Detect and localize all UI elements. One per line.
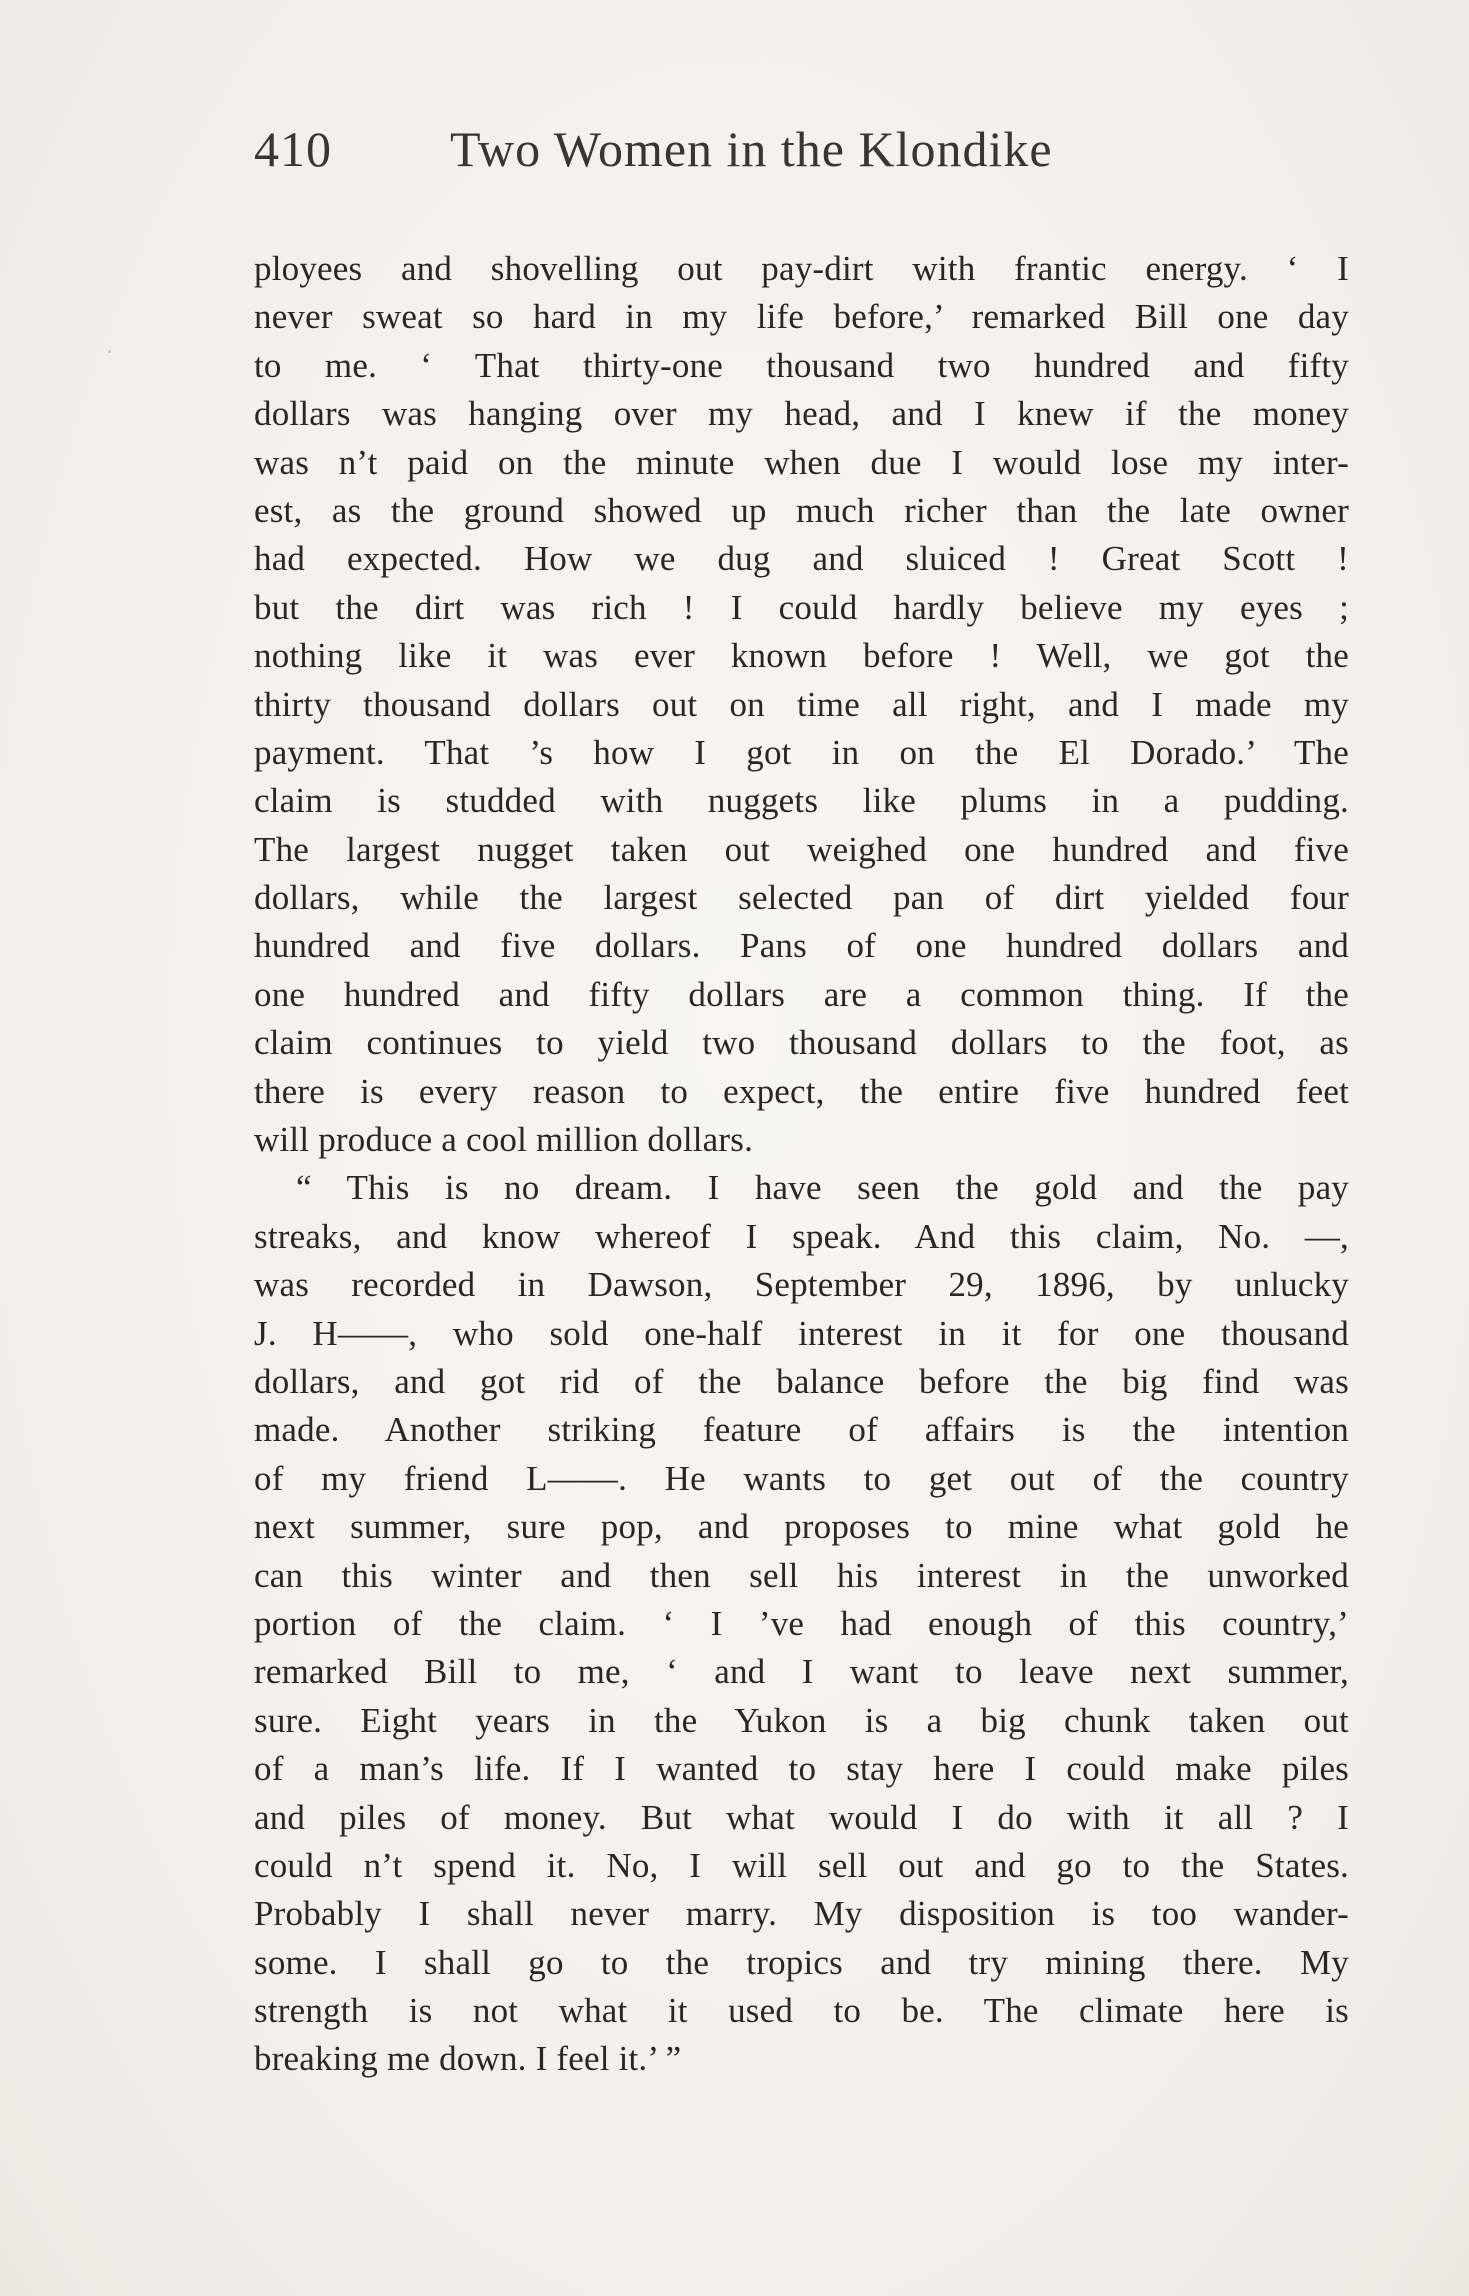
text-line: had expected. How we dug and sluiced ! Great Scott ! (254, 539, 1349, 579)
text-line: never sweat so hard in my life before,’ remarked Bill one day (254, 297, 1349, 337)
text-line: but the dirt was rich ! I could hardly believe my eyes ; (254, 587, 1349, 627)
text-line: claim continues to yield two thousand dollars to the foot, as (254, 1023, 1349, 1063)
text-line: dollars was hanging over my head, and I knew if the money (254, 394, 1349, 434)
text-line: and piles of money. But what would I do with it all ? I (254, 1797, 1349, 1837)
paper-speck (108, 350, 111, 353)
text-line: next summer, sure pop, and proposes to mine what gold he (254, 1507, 1349, 1547)
text-line: nothing like it was ever known before ! Well, we got the (254, 636, 1349, 676)
running-head (254, 120, 1254, 200)
body-text (254, 245, 1349, 2084)
text-line: claim is studded with nuggets like plums in a pudding. (254, 781, 1349, 821)
text-line: can this winter and then sell his interest in the unworked (254, 1555, 1349, 1595)
text-line: there is every reason to expect, the entire five hundred feet (254, 1071, 1349, 1111)
text-line: est, as the ground showed up much richer than the late owner (254, 490, 1349, 530)
text-line: streaks, and know whereof I speak. And this claim, No. —, (254, 1216, 1349, 1256)
text-line: made. Another striking feature of affairs is the intention (254, 1410, 1349, 1450)
paragraph-end-line: will produce a cool million dollars. (254, 1120, 754, 1160)
text-line: one hundred and fifty dollars are a common thing. If the (254, 974, 1349, 1014)
text-line: Probably I shall never marry. My disposition is too wander- (254, 1894, 1349, 1934)
text-line: some. I shall go to the tropics and try mining there. My (254, 1942, 1349, 1982)
text-line: was recorded in Dawson, September 29, 1896, by unlucky (254, 1265, 1349, 1305)
text-line: remarked Bill to me, ‘ and I want to leave next summer, (254, 1652, 1349, 1692)
paragraph-end-line: breaking me down. I feel it.’ ” (254, 2039, 682, 2079)
paragraph-start-line: “ This is no dream. I have seen the gold and the pay (296, 1168, 1349, 1208)
book-title: Two Women in the Klondike (450, 121, 1053, 177)
page-number: 410 (254, 121, 332, 177)
text-line: was n’t paid on the minute when due I would lose my inter- (254, 442, 1349, 482)
text-line: strength is not what it used to be. The climate here is (254, 1991, 1349, 2031)
text-line: hundred and five dollars. Pans of one hundred dollars and (254, 926, 1349, 966)
text-line: The largest nugget taken out weighed one hundred and five (254, 829, 1349, 869)
text-line: J. H——, who sold one-half interest in it for one thousand (254, 1313, 1349, 1353)
text-line: of a man’s life. If I wanted to stay here I could make piles (254, 1749, 1349, 1789)
text-line: dollars, and got rid of the balance before the big find was (254, 1361, 1349, 1401)
text-line: ployees and shovelling out pay-dirt with frantic energy. ‘ I (254, 249, 1349, 288)
text-line: sure. Eight years in the Yukon is a big chunk taken out (254, 1700, 1349, 1740)
text-line: payment. That ’s how I got in on the El Dorado.’ The (254, 732, 1349, 772)
text-line: dollars, while the largest selected pan of dirt yielded four (254, 878, 1349, 918)
text-line: thirty thousand dollars out on time all right, and I made my (254, 684, 1349, 724)
text-line: portion of the claim. ‘ I ’ve had enough of this country,’ (254, 1603, 1349, 1643)
text-line: could n’t spend it. No, I will sell out and go to the States. (254, 1845, 1349, 1885)
text-line: of my friend L——. He wants to get out of the country (254, 1458, 1349, 1498)
text-line: to me. ‘ That thirty-one thousand two hundred and fifty (254, 345, 1349, 385)
